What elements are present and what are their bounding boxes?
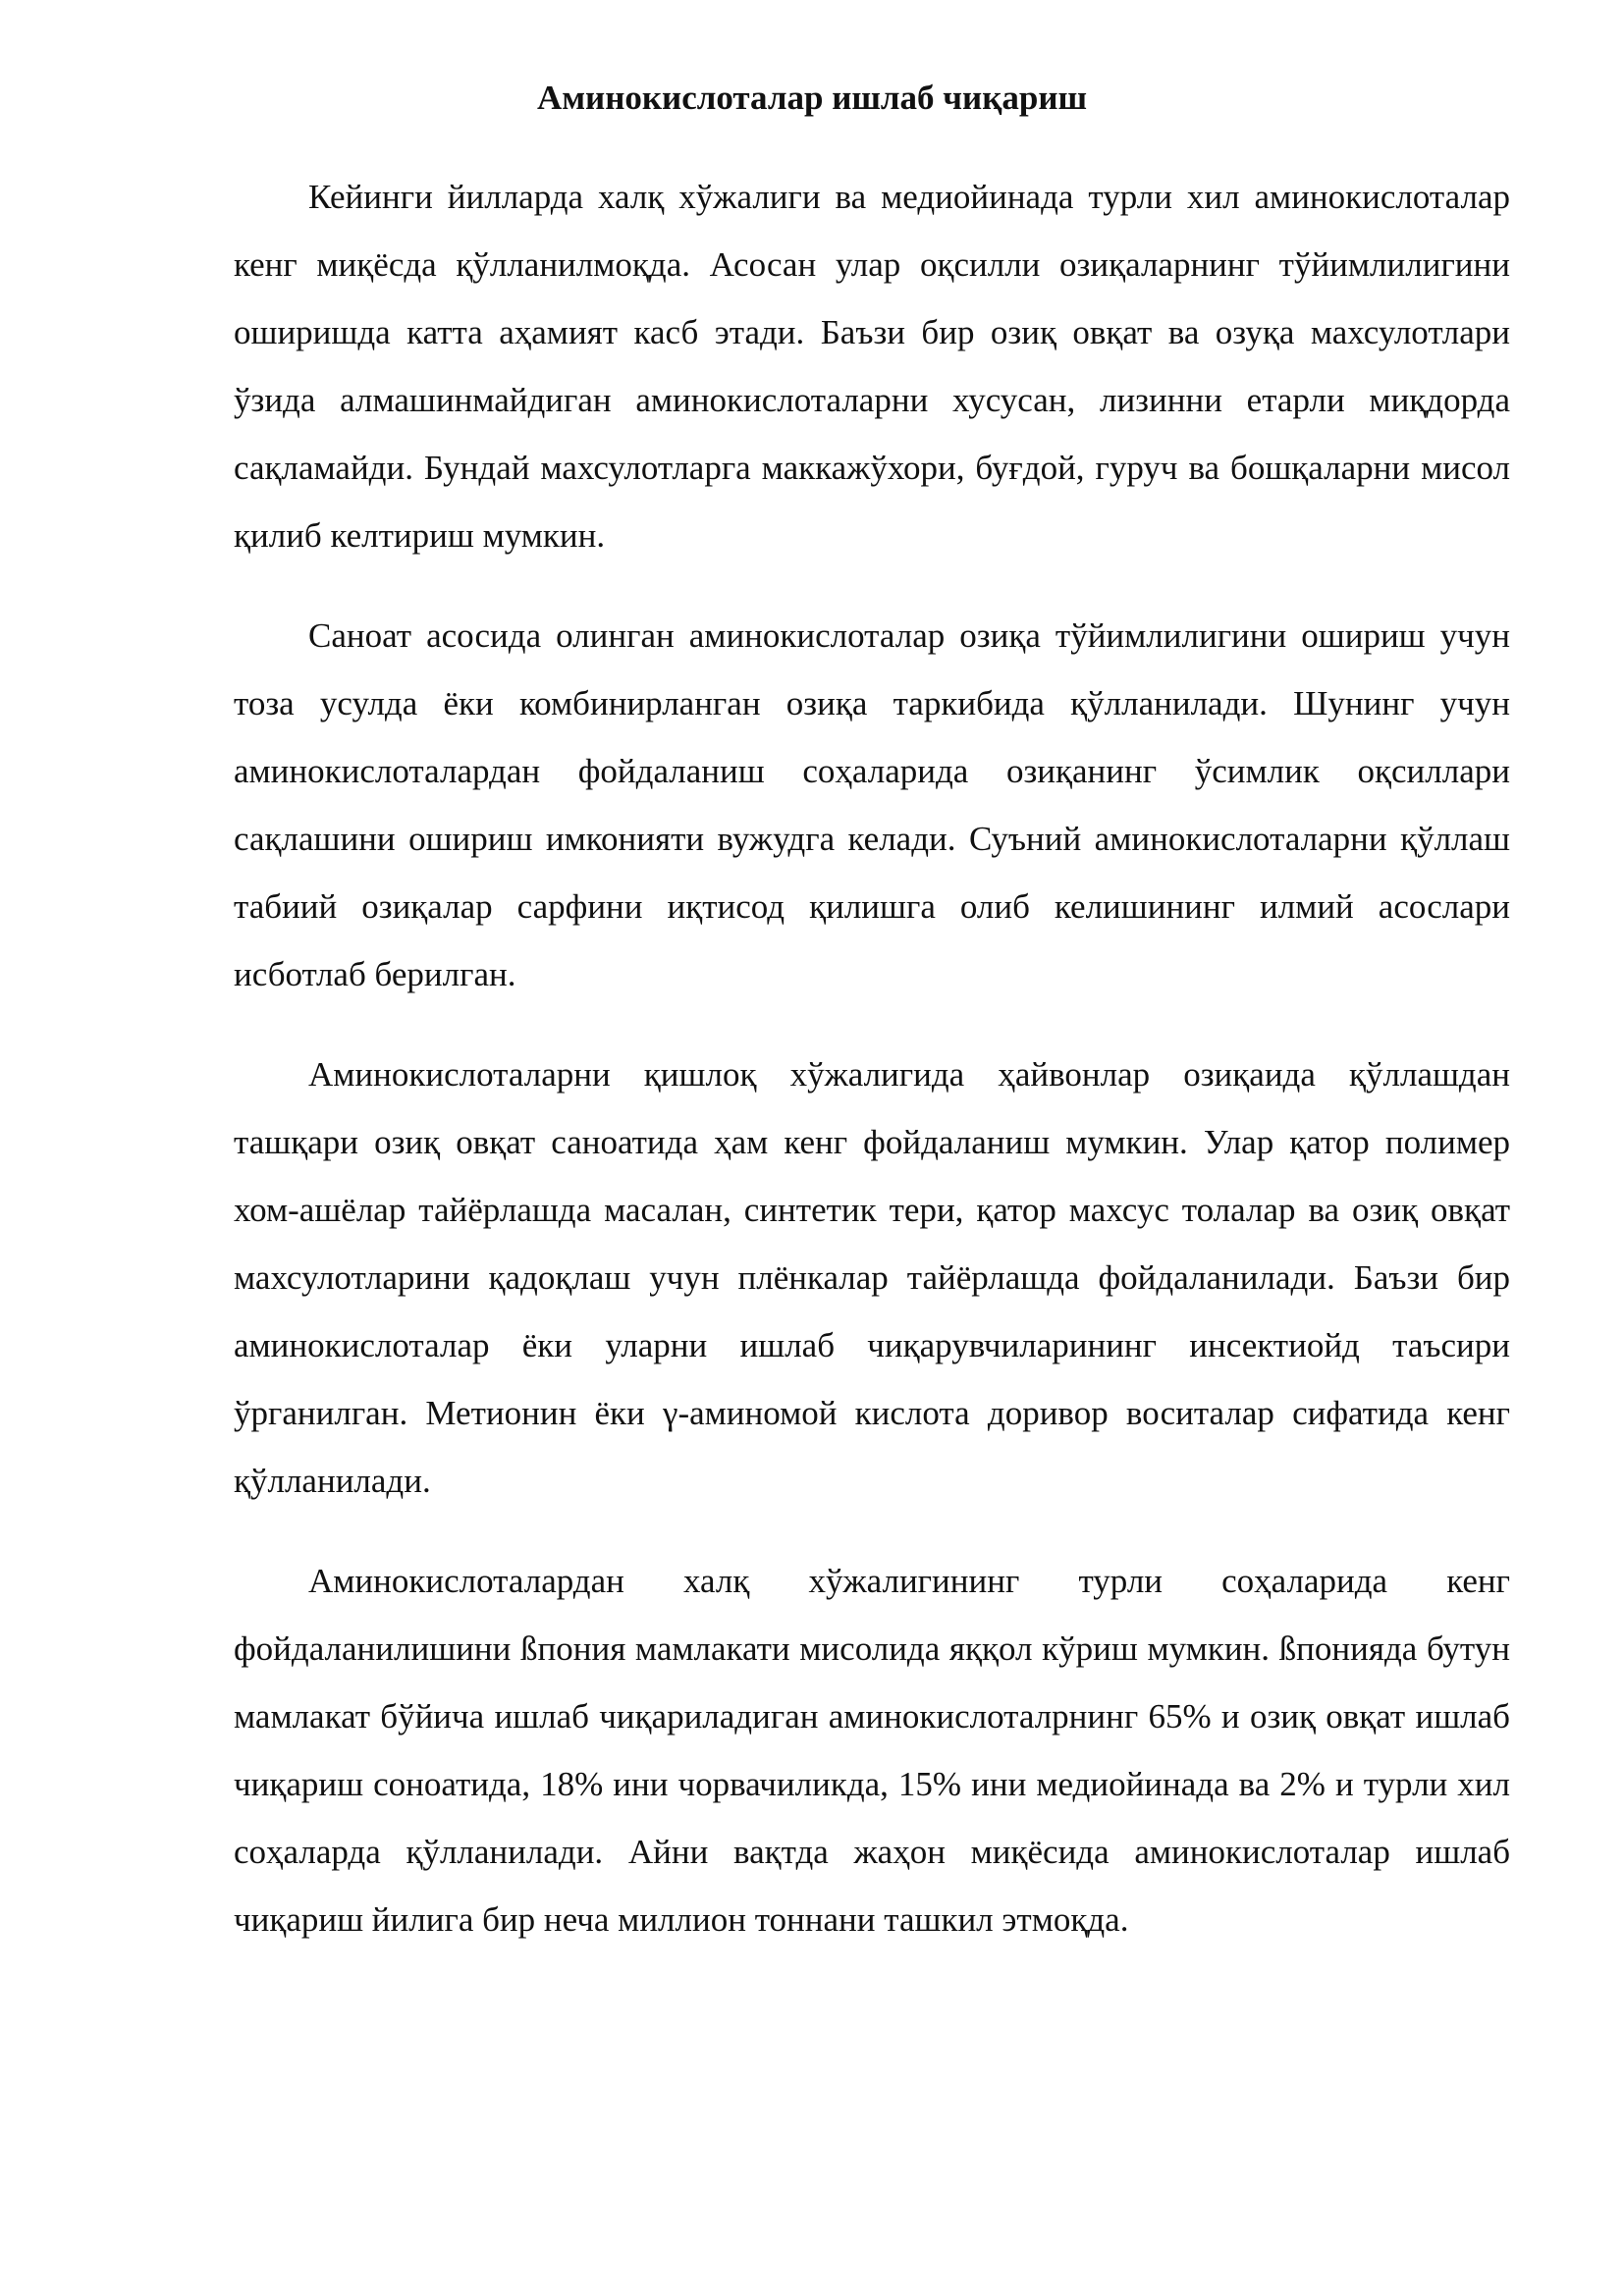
paragraph-4: Аминокислоталардан халқ хўжалигининг турли соҳаларида кенг фойдаланилишини ßпония мамлакати мисолида яққол кўриш мумкин. ßпонияда бутун мамлакат бўйича ишлаб чиқариладиган аминокислоталрнинг 65% и озиқ овқат ишлаб чиқариш соноатида, 18% ини чорвачиликда, 15% ини медиойинада ва 2% и турли хил соҳаларда қўлланилади. Айни вақтда жаҳон миқёсида аминокислоталар ишлаб чиқариш йилига бир неча миллион тоннани ташкил этмоқда. — [234, 1562, 1510, 1939]
paragraph-2: Саноат асосида олинган аминокислоталар озиқа тўйимлилигини ошириш учун тоза усулда ёки комбинирланган озиқа таркибида қўлланилади. Шунинг учун аминокислоталардан фойдаланиш соҳаларида озиқанинг ўсимлик оқсиллари сақлашини ошириш имконияти вужудга келади. Суъний аминокислоталарни қўллаш табиий озиқалар сарфини иқтисод қилишга олиб келишининг илмий асослари исботлаб берилган. — [234, 616, 1510, 993]
document-title: Аминокислоталар ишлаб чиқариш — [536, 79, 1088, 117]
document-body — [234, 163, 1510, 1986]
paragraph-3: Аминокислоталарни қишлоқ хўжалигида ҳайвонлар озиқаида қўллашдан ташқари озиқ овқат саноатида ҳам кенг фойдаланиш мумкин. Улар қатор полимер хом-ашёлар тайёрлашда масалан, синтетик тери, қатор махсус толалар ва озиқ овқат махсулотларини қадоқлаш учун плёнкалар тайёрлашда фойдаланилади. Баъзи бир аминокислоталар ёки уларни ишлаб чиқарувчиларининг инсектиойд таъсири ўрганилган. Метионин ёки γ-аминомой кислота доривор воситалар сифатида кенг қўлланилади. — [234, 1055, 1510, 1500]
paragraph-1: Кейинги йилларда халқ хўжалиги ва медиойинада турли хил аминокислоталар кенг миқёсда қўлланилмоқда. Асосан улар оқсилли озиқаларнинг тўйимлилигини оширишда катта аҳамият касб этади. Баъзи бир озиқ овқат ва озуқа махсулотлари ўзида алмашинмайдиган аминокислоталарни хусусан, лизинни етарли миқдорда сақламайди. Бундай махсулотларга маккажўхори, буғдой, гуруч ва бошқаларни мисол қилиб келтириш мумкин. — [234, 178, 1510, 555]
